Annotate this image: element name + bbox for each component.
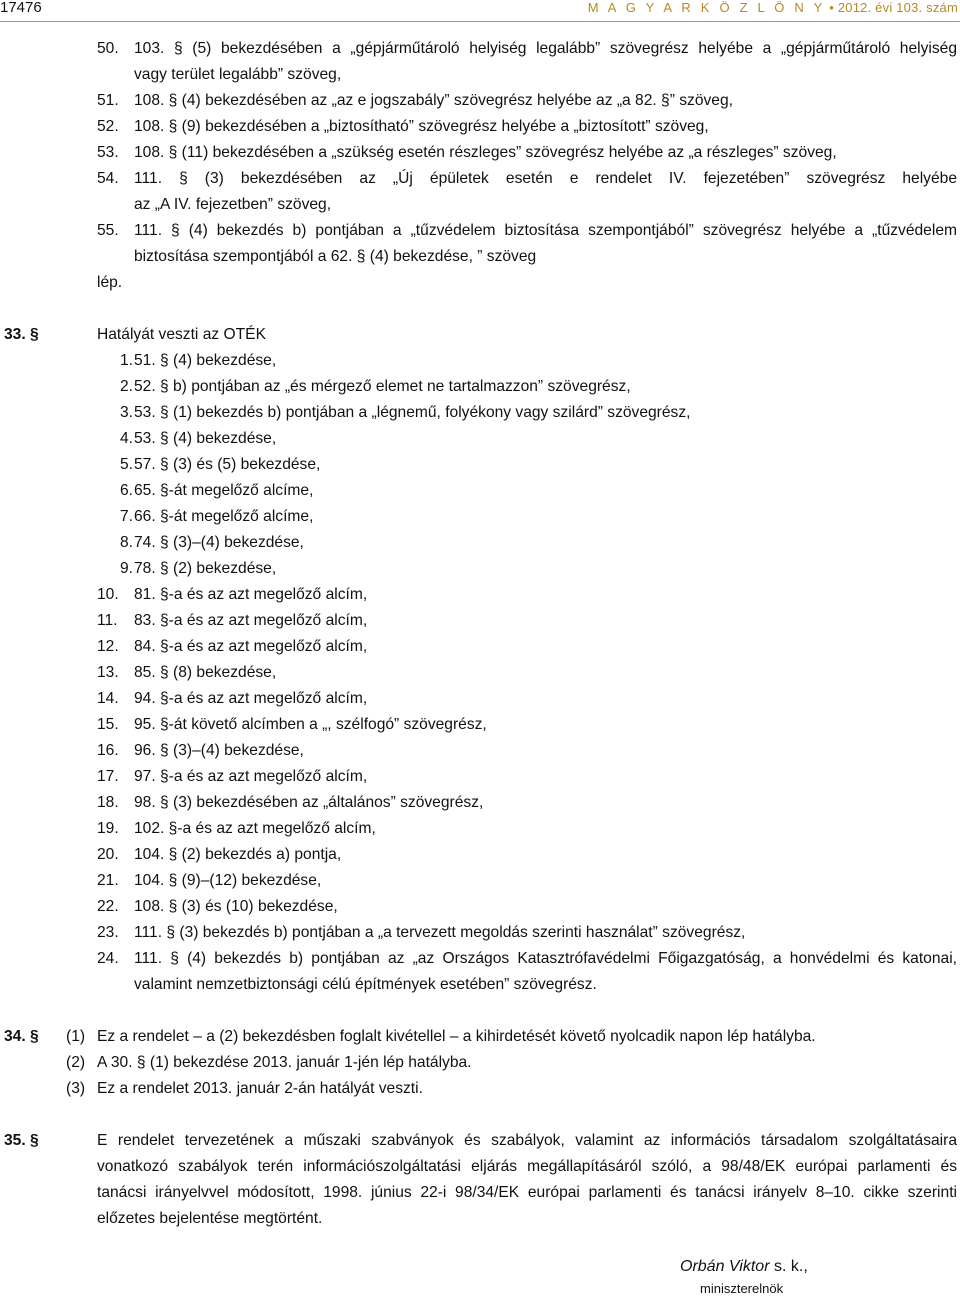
list-item-text: 85. § (8) bekezdése, xyxy=(134,664,277,681)
list-item-text: 53. § (4) bekezdése, xyxy=(134,430,277,447)
signatory-name-text: Orbán Viktor xyxy=(680,1258,770,1275)
list-item-text: 53. § (1) bekezdés b) pontjában a „légnemű, folyékony vagy szilárd” szövegrész, xyxy=(134,404,691,421)
list-item-number: 9. xyxy=(120,560,134,577)
list-item-number: 6. xyxy=(120,482,134,499)
bullet-icon: • xyxy=(829,0,835,15)
amendment-text: 108. § (4) bekezdésében az „az e jogszabály” szövegrész helyébe az „a 82. §” szöveg, xyxy=(134,92,733,109)
page-header xyxy=(0,0,960,22)
paragraph-text: tanácsi irányelvvel módosított, 1998. június 22-i 98/34/EK európai parlamenti és tanácsi irányelv 8–10. cikke szerinti xyxy=(97,1184,957,1201)
list-item-text: 78. § (2) bekezdése, xyxy=(134,560,277,577)
amendment-number: 52. xyxy=(97,118,119,135)
list-item-text: 104. § (9)–(12) bekezdése, xyxy=(134,872,322,889)
list-item-number: 11. xyxy=(97,612,118,629)
list-item-text: 84. §-a és az azt megelőző alcím, xyxy=(134,638,368,655)
paragraph-text: vonatkozó szabályok terén információszolgáltatási eljárás megállapításáról szóló, a 98/48/EK európai parlamenti és xyxy=(97,1158,957,1175)
list-item-text: 74. § (3)–(4) bekezdése, xyxy=(134,534,304,551)
list-item-text: 102. §-a és az azt megelőző alcím, xyxy=(134,820,376,837)
amendment-text: 103. § (5) bekezdésében a „gépjárműtároló helyiség legalább” szövegrész helyébe a „gépjárműtároló helyiség xyxy=(134,40,957,57)
list-item-number: 12. xyxy=(97,638,119,655)
amendment-text: vagy terület legalább” szöveg, xyxy=(134,66,342,83)
paragraph-text: előzetes bejelentése megtörtént. xyxy=(97,1210,323,1227)
list-item-text: 66. §-át megelőző alcíme, xyxy=(134,508,314,525)
amendment-number: 53. xyxy=(97,144,119,161)
list-item-text: valamint nemzetbiztonsági célú építmények esetében” szövegrész. xyxy=(134,976,597,993)
list-item-number: 19. xyxy=(97,820,119,837)
amendment-number: 50. xyxy=(97,40,119,57)
paragraph-number: (3) xyxy=(66,1080,86,1097)
lep-text: lép. xyxy=(97,274,123,291)
amendment-number: 55. xyxy=(97,222,119,239)
issue-label: 2012. évi 103. szám xyxy=(837,0,958,15)
section-title: Hatályát veszti az OTÉK xyxy=(97,326,266,343)
list-item-text: 81. §-a és az azt megelőző alcím, xyxy=(134,586,368,603)
list-item-number: 14. xyxy=(97,690,119,707)
section-number: 33. § xyxy=(4,326,39,343)
list-item-number: 4. xyxy=(120,430,134,447)
amendment-number: 54. xyxy=(97,170,119,187)
list-item-text: 96. § (3)–(4) bekezdése, xyxy=(134,742,304,759)
page-number: 17476 xyxy=(0,0,42,16)
list-item-number: 13. xyxy=(97,664,119,681)
list-item-number: 16. xyxy=(97,742,119,759)
amendment-text: 108. § (11) bekezdésében a „szükség esetén részleges” szövegrész helyébe az „a részleges” szöveg, xyxy=(134,144,837,161)
list-item-text: 94. §-a és az azt megelőző alcím, xyxy=(134,690,368,707)
list-item-text: 95. §-át követő alcímben a „, szélfogó” szövegrész, xyxy=(134,716,487,733)
list-item-number: 21. xyxy=(97,872,119,889)
paragraph-text: E rendelet tervezetének a műszaki szabványok és szabályok, valamint az információs társadalom szolgáltatásaira xyxy=(97,1132,957,1149)
list-item-number: 10. xyxy=(97,586,119,603)
list-item-number: 7. xyxy=(120,508,134,525)
list-item-number: 1. xyxy=(120,352,134,369)
list-item-number: 20. xyxy=(97,846,119,863)
list-item-number: 3. xyxy=(120,404,134,421)
list-item-text: 65. §-át megelőző alcíme, xyxy=(134,482,314,499)
paragraph-text: Ez a rendelet 2013. január 2-án hatályát veszti. xyxy=(97,1080,423,1097)
list-item-text: 83. §-a és az azt megelőző alcím, xyxy=(134,612,368,629)
amendment-number: 51. xyxy=(97,92,119,109)
paragraph-number: (2) xyxy=(66,1054,86,1071)
header-rule xyxy=(0,21,960,22)
amendment-text: az „A IV. fejezetben” szöveg, xyxy=(134,196,332,213)
list-item-number: 18. xyxy=(97,794,119,811)
list-item-number: 23. xyxy=(97,924,119,941)
list-item-text: 111. § (3) bekezdés b) pontjában a „a tervezett megoldás szerinti használat” szövegrész, xyxy=(134,924,746,941)
section-number: 35. § xyxy=(4,1132,39,1149)
signatory-title: miniszterelnök xyxy=(700,1281,784,1296)
list-item-text: 98. § (3) bekezdésében az „általános” szövegrész, xyxy=(134,794,484,811)
paragraph-text: A 30. § (1) bekezdése 2013. január 1-jén lép hatályba. xyxy=(97,1054,472,1071)
list-item-text: 104. § (2) bekezdés a) pontja, xyxy=(134,846,342,863)
amendment-text: 111. § (4) bekezdés b) pontjában a „tűzvédelem biztosítása szempontjából” szövegrész helyébe a „tűzvédelem xyxy=(134,222,957,239)
list-item-text: 52. § b) pontjában az „és mérgező elemet ne tartalmazzon” szövegrész, xyxy=(134,378,631,395)
amendment-text: biztosítása szempontjából a 62. § (4) bekezdése, ” szöveg xyxy=(134,248,537,265)
list-item-number: 24. xyxy=(97,950,119,967)
list-item-number: 17. xyxy=(97,768,119,785)
list-item-number: 22. xyxy=(97,898,119,915)
list-item-text: 57. § (3) és (5) bekezdése, xyxy=(134,456,321,473)
list-item-number: 2. xyxy=(120,378,134,395)
amendment-text: 111. § (3) bekezdésében az „Új épületek esetén e rendelet IV. fejezetében” szövegrész helyébe xyxy=(134,170,957,187)
list-item-text: 108. § (3) és (10) bekezdése, xyxy=(134,898,338,915)
publication-name: M A G Y A R K Ö Z L Ö N Y xyxy=(587,0,826,15)
signatory-suffix: s. k., xyxy=(773,1258,808,1275)
list-item-number: 8. xyxy=(120,534,134,551)
paragraph-text: Ez a rendelet – a (2) bekezdésben foglalt kivétellel – a kihirdetését követő nyolcadik napon lép hatályba. xyxy=(97,1028,816,1045)
list-item-text: 51. § (4) bekezdése, xyxy=(134,352,277,369)
amendment-text: 108. § (9) bekezdésében a „biztosítható” szövegrész helyébe a „biztosított” szöveg, xyxy=(134,118,709,135)
publication-info xyxy=(588,0,958,21)
section-number: 34. § xyxy=(4,1028,39,1045)
list-item-text: 111. § (4) bekezdés b) pontjában az „az Országos Katasztrófavédelmi Főigazgatóság, a honvédelmi és katonai, xyxy=(134,950,957,967)
list-item-number: 5. xyxy=(120,456,134,473)
paragraph-number: (1) xyxy=(66,1028,86,1045)
list-item-number: 15. xyxy=(97,716,119,733)
list-item-text: 97. §-a és az azt megelőző alcím, xyxy=(134,768,368,785)
